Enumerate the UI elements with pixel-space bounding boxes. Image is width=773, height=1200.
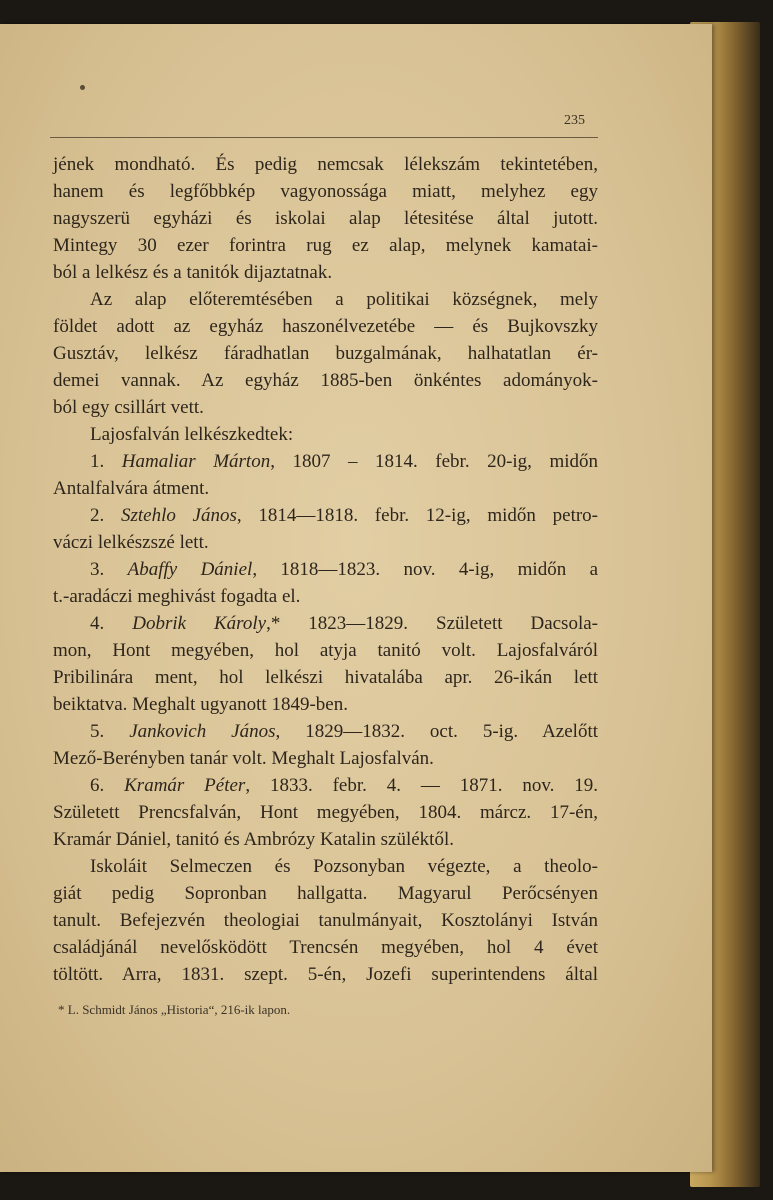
text-line <box>53 772 598 799</box>
text-line <box>53 610 598 637</box>
text-segment: Antalfalvára átment. <box>53 478 210 499</box>
text-segment: családjánál nevelősködött Trencsén megyében, hol 4 évet <box>53 937 598 958</box>
text-line <box>53 880 598 907</box>
pastor-name: Hamaliar Márton <box>121 451 271 472</box>
text-segment: jének mondható. És pedig nemcsak lélekszám tekintetében, <box>53 154 598 175</box>
text-line <box>53 799 598 826</box>
book-page <box>0 24 712 1172</box>
text-segment: Mező-Berényben tanár volt. Meghalt Lajosfalván. <box>53 748 434 769</box>
body-text <box>53 151 598 988</box>
footnote: * L. Schmidt János „Historia“, 216-ik lapon. <box>58 1002 291 1017</box>
text-segment: 1. <box>90 451 122 472</box>
text-segment: Mintegy 30 ezer forintra rug ez alap, melynek kamatai- <box>53 235 598 256</box>
text-segment: ból egy csillárt vett. <box>53 397 204 418</box>
text-line <box>53 664 598 691</box>
text-segment: beiktatva. Meghalt ugyanott 1849-ben. <box>53 694 348 715</box>
text-segment: váczi lelkészszé lett. <box>53 532 209 553</box>
pastor-name: Dobrik Károly <box>132 613 267 634</box>
pastor-name: Abaffy Dániel <box>127 559 253 580</box>
text-segment: , 1807 – 1814. febr. 20-ig, midőn <box>270 451 599 472</box>
text-segment: Az alap előteremtésében a politikai községnek, mely <box>90 289 598 310</box>
text-line <box>53 205 598 232</box>
text-segment: giát pedig Sopronban hallgatta. Magyarul Perőcsényen <box>53 883 598 904</box>
text-segment: , 1814—1818. febr. 12-ig, midőn petro- <box>236 505 598 526</box>
text-segment: , 1833. febr. 4. — 1871. nov. 19. <box>245 775 598 796</box>
page-number: 235 <box>564 113 585 128</box>
text-line <box>53 394 598 421</box>
text-segment: ból a lelkész és a tanitók dijaztatnak. <box>53 262 333 283</box>
text-segment: Iskoláit Selmeczen és Pozsonyban végezte, a theolo- <box>90 856 598 877</box>
text-segment: , 1818—1823. nov. 4-ig, midőn a <box>252 559 599 580</box>
text-line <box>53 313 598 340</box>
text-line <box>53 367 598 394</box>
text-segment: Lajosfalván lelkészkedtek: <box>90 424 294 445</box>
text-segment: hanem és legfőbbkép vagyonossága miatt, melyhez egy <box>53 181 598 202</box>
text-segment: nagyszerü egyházi és iskolai alap létesitése által jutott. <box>53 208 598 229</box>
pastor-name: Sztehlo János <box>120 505 237 526</box>
text-line <box>53 286 598 313</box>
text-line <box>53 745 598 772</box>
text-line <box>53 583 598 610</box>
text-line <box>53 961 598 988</box>
text-segment: , 1829—1832. oct. 5-ig. Azelőtt <box>275 721 598 742</box>
text-line <box>53 502 598 529</box>
text-segment: töltött. Arra, 1831. szept. 5-én, Jozefi superintendens által <box>53 964 598 985</box>
text-line <box>53 340 598 367</box>
text-segment: tanult. Befejezvén theologiai tanulmányait, Kosztolányi István <box>53 910 598 931</box>
pastor-name: Jankovich János <box>129 721 276 742</box>
text-line <box>53 853 598 880</box>
text-line <box>53 907 598 934</box>
text-line <box>53 529 598 556</box>
text-line <box>53 826 598 853</box>
ink-speck <box>80 85 85 90</box>
text-segment: 4. <box>90 613 133 634</box>
text-line <box>53 232 598 259</box>
text-line <box>53 448 598 475</box>
text-segment: mon, Hont megyében, hol atyja tanitó volt. Lajosfalváról <box>53 640 598 661</box>
text-segment: demei vannak. Az egyház 1885-ben önkéntes adományok- <box>53 370 598 391</box>
text-line <box>53 691 598 718</box>
text-segment: 5. <box>90 721 130 742</box>
header-rule <box>50 137 598 138</box>
text-segment: földet adott az egyház haszonélvezetébe — és Bujkovszky <box>53 316 598 337</box>
text-segment: 6. <box>90 775 125 796</box>
text-line <box>53 475 598 502</box>
text-line <box>53 151 598 178</box>
text-line <box>53 259 598 286</box>
text-line <box>53 934 598 961</box>
text-segment: 2. <box>90 505 121 526</box>
text-line <box>53 178 598 205</box>
pastor-name: Kramár Péter <box>124 775 246 796</box>
text-segment: Gusztáv, lelkész fáradhatlan buzgalmának, halhatatlan ér- <box>53 343 598 364</box>
text-segment: Született Prencsfalván, Hont megyében, 1804. márcz. 17-én, <box>53 802 598 823</box>
text-segment: 3. <box>90 559 128 580</box>
text-segment: Kramár Dániel, tanitó és Ambrózy Katalin szüléktől. <box>53 829 454 850</box>
text-line <box>53 421 598 448</box>
text-segment: t.-aradáczi meghivást fogadta el. <box>53 586 301 607</box>
text-segment: Pribilinára ment, hol lelkészi hivatalába apr. 26-ikán lett <box>53 667 598 688</box>
text-line <box>53 718 598 745</box>
text-line <box>53 637 598 664</box>
text-line <box>53 556 598 583</box>
text-segment: ,* 1823—1829. Született Dacsola- <box>266 613 598 634</box>
